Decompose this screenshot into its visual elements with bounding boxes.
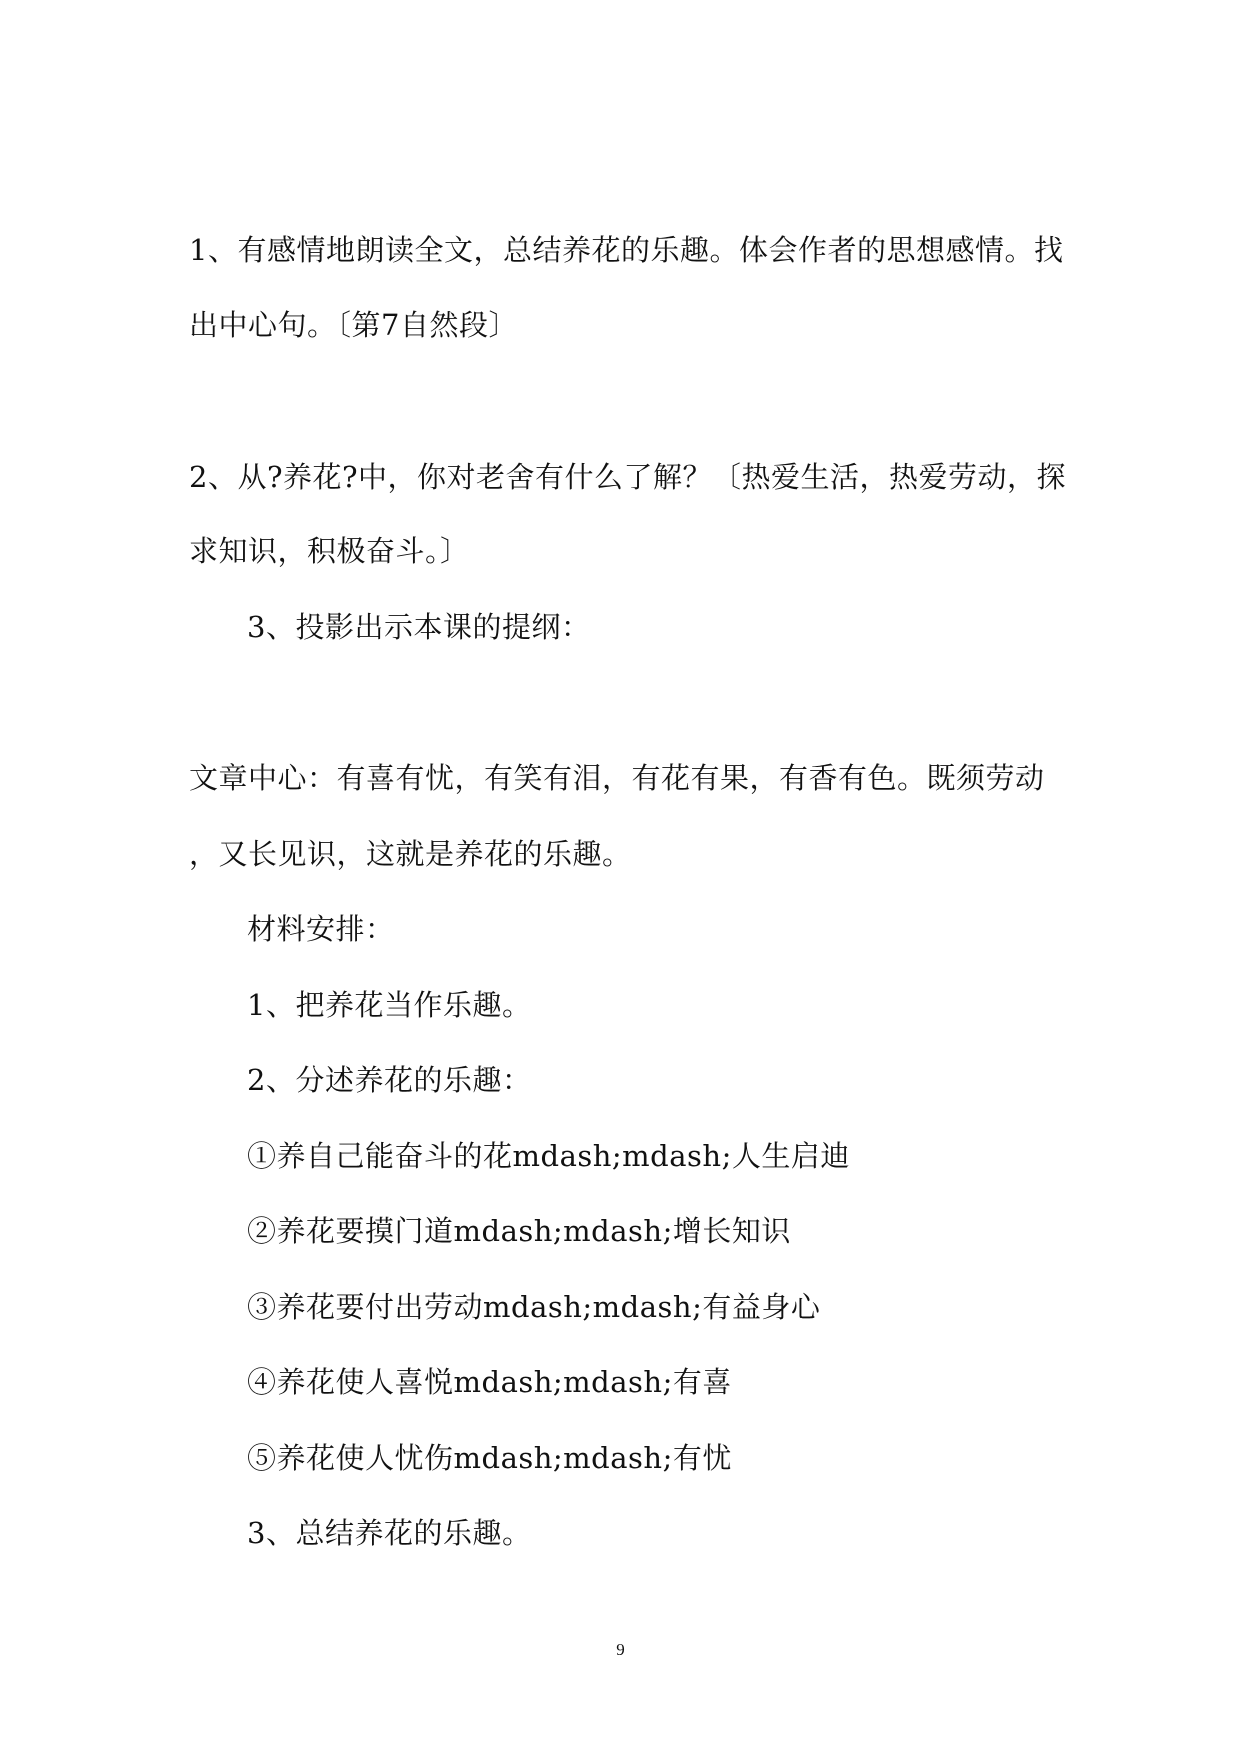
paragraph-line-7: ，又长见识，这就是养花的乐趣。: [189, 837, 632, 871]
paragraph-line-15: ⑤养花使人忧伤mdash;mdash;有忧: [247, 1441, 732, 1475]
paragraph-line-12: ②养花要摸门道mdash;mdash;增长知识: [247, 1214, 791, 1248]
paragraph-line-13: ③养花要付出劳动mdash;mdash;有益身心: [247, 1290, 821, 1324]
paragraph-line-6: 文章中心：有喜有忧，有笑有泪，有花有果，有香有色。既须劳动: [189, 761, 1045, 795]
paragraph-line-9: 1、把养花当作乐趣。: [247, 988, 532, 1022]
paragraph-line-3: 2、从?养花?中，你对老舍有什么了解？〔热爱生活，热爱劳动，探: [189, 460, 1067, 494]
paragraph-line-4: 求知识，积极奋斗。〕: [189, 534, 470, 568]
paragraph-line-14: ④养花使人喜悦mdash;mdash;有喜: [247, 1365, 732, 1399]
paragraph-line-11: ①养自己能奋斗的花mdash;mdash;人生启迪: [247, 1139, 850, 1173]
paragraph-line-8: 材料安排：: [247, 912, 395, 946]
paragraph-line-2: 出中心句。〔第7自然段〕: [189, 308, 518, 342]
paragraph-line-5: 3、投影出示本课的提纲：: [247, 610, 591, 644]
page-number: 9: [616, 1640, 625, 1659]
paragraph-line-10: 2、分述养花的乐趣：: [247, 1063, 532, 1097]
paragraph-line-1: 1、有感情地朗读全文，总结养花的乐趣。体会作者的思想感情。找: [189, 233, 1064, 267]
paragraph-line-16: 3、总结养花的乐趣。: [247, 1516, 532, 1550]
